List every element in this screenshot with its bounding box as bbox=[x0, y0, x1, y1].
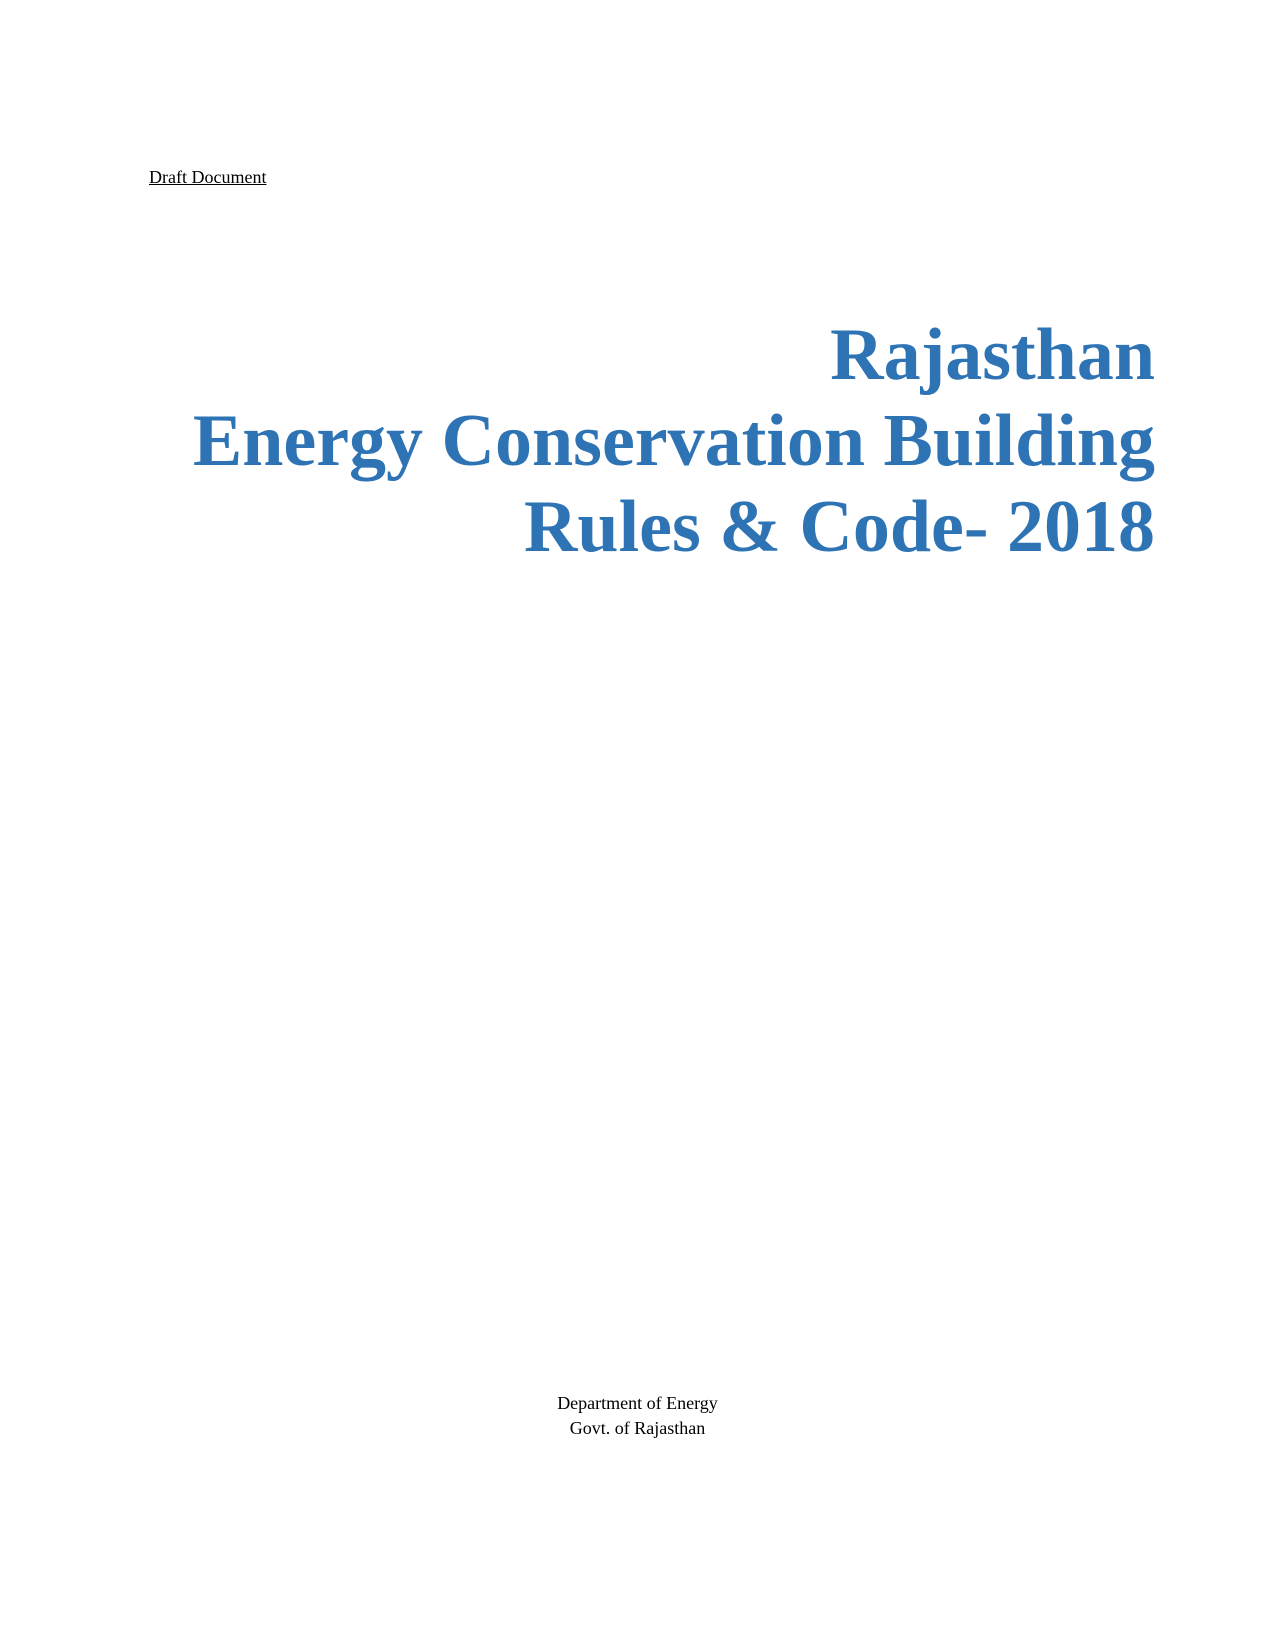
title-line-state: Rajasthan bbox=[830, 314, 1155, 396]
government-name: Govt. of Rajasthan bbox=[569, 1418, 706, 1438]
document-title bbox=[193, 312, 1155, 570]
title-line-edition: Rules & Code- 2018 bbox=[523, 486, 1155, 568]
title-line-subject: Energy Conservation Building bbox=[192, 400, 1155, 482]
issuing-authority bbox=[0, 1391, 1275, 1441]
draft-document-label: Draft Document bbox=[149, 167, 267, 187]
department-name: Department of Energy bbox=[557, 1393, 718, 1413]
